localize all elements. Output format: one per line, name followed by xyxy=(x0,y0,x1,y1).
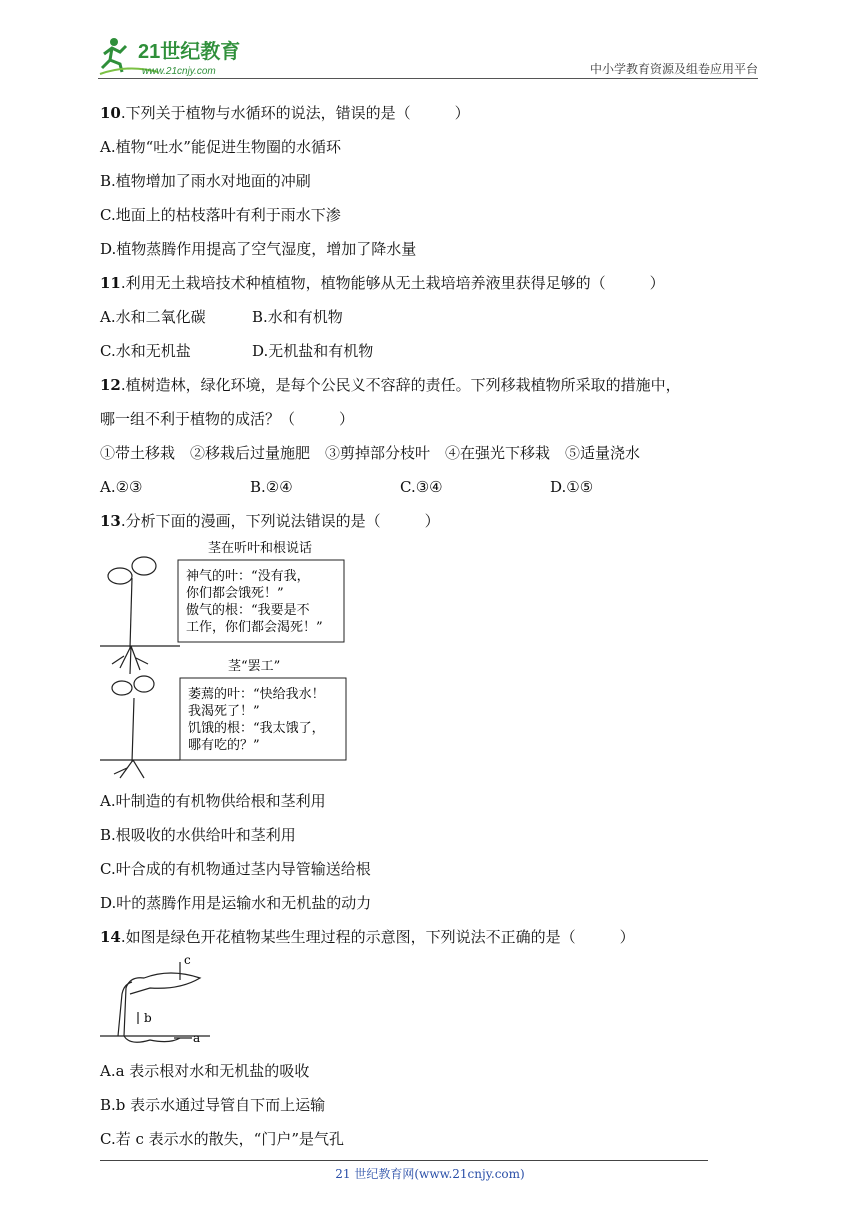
q13-option-c: C.叶合成的有机物通过茎内导管输送给根 xyxy=(100,860,371,878)
q11-option-b: B.水和有机物 xyxy=(252,308,343,326)
cartoon1-caption: 茎在听叶和根说话 xyxy=(208,541,313,556)
q12-option-b: B.②④ xyxy=(250,478,293,496)
q10-option-c: C.地面上的枯枝落叶有利于雨水下渗 xyxy=(100,206,341,224)
q11-options-row2 xyxy=(100,334,760,368)
cartoon1-line-2: 你们都会饿死！” xyxy=(186,586,284,601)
cartoon2-line-2: 我渴死了！” xyxy=(188,704,260,719)
q12-option-c: C.③④ xyxy=(400,478,443,496)
logo-url: www.21cnjy.com xyxy=(142,66,216,77)
plant-drawing-2 xyxy=(100,676,180,778)
label-b: b xyxy=(144,1011,152,1025)
q12-items: ①带土移栽 ②移栽后过量施肥 ③剪掉部分枝叶 ④在强光下移栽 ⑤适量浇水 xyxy=(100,444,641,462)
q13-option-a: A.叶制造的有机物供给根和茎利用 xyxy=(100,792,326,810)
cartoon2-line-1: 萎蔫的叶：“快给我水！ xyxy=(188,687,325,702)
cartoon-figure xyxy=(100,538,360,780)
q12-options xyxy=(100,470,760,504)
plant-diagram xyxy=(100,954,220,1050)
logo xyxy=(98,34,268,78)
q13-option-b: B.根吸收的水供给叶和茎利用 xyxy=(100,826,296,844)
q13-option-d: D.叶的蒸腾作用是运输水和无机盐的动力 xyxy=(100,894,372,912)
q11-option-a: A.水和二氧化碳 xyxy=(100,308,206,326)
cartoon1-line-3: 傲气的根：“我要是不 xyxy=(186,603,310,618)
platform-name: 中小学教育资源及组卷应用平台 xyxy=(589,62,758,76)
q10-option-d: D.植物蒸腾作用提高了空气湿度，增加了降水量 xyxy=(100,240,417,258)
q14-option-c: C.若 c 表示水的散失，“门户”是气孔 xyxy=(100,1130,344,1148)
plant-drawing-1 xyxy=(100,557,180,674)
label-c: c xyxy=(184,954,191,967)
cartoon2-caption: 茎“罢工” xyxy=(228,659,281,674)
q11-option-c: C.水和无机盐 xyxy=(100,342,191,360)
page-header xyxy=(98,28,758,80)
q14-option-a: A.a 表示根对水和无机盐的吸收 xyxy=(100,1062,310,1080)
header-divider xyxy=(98,78,758,79)
cartoon2-line-3: 饥饿的根：“我太饿了， xyxy=(188,721,325,736)
question-12-stem-2: 哪一组不利于植物的成活？（ ） xyxy=(100,410,355,428)
q11-options-row1 xyxy=(100,300,760,334)
question-12-stem: 12.植树造林，绿化环境，是每个公民义不容辞的责任。下列移栽植物所采取的措施中， xyxy=(100,376,681,394)
q12-option-a: A.②③ xyxy=(100,478,143,496)
q11-option-d: D.无机盐和有机物 xyxy=(252,342,374,360)
footer: 21 世纪教育网(www.21cnjy.com) xyxy=(335,1167,525,1181)
questions xyxy=(100,96,760,1156)
cartoon2-line-4: 哪有吃的？” xyxy=(188,738,260,753)
question-13-stem: 13.分析下面的漫画，下列说法错误的是（ ） xyxy=(100,512,440,530)
label-a: a xyxy=(193,1031,201,1045)
logo-text: 21世纪教育 xyxy=(138,41,241,63)
cartoon1-line-4: 工作，你们都会渴死！” xyxy=(186,620,323,635)
question-11-stem: 11.利用无土栽培技术种植植物，植物能够从无土栽培培养液里获得足够的（ ） xyxy=(100,274,665,292)
footer-divider xyxy=(100,1160,708,1161)
q10-option-b: B.植物增加了雨水对地面的冲刷 xyxy=(100,172,311,190)
cartoon1-line-1: 神气的叶：“没有我， xyxy=(186,569,310,584)
q12-option-d: D.①⑤ xyxy=(550,478,594,496)
question-14-stem: 14.如图是绿色开花植物某些生理过程的示意图，下列说法不正确的是（ ） xyxy=(100,928,635,946)
q10-option-a: A.植物“吐水”能促进生物圈的水循环 xyxy=(100,138,341,156)
q14-option-b: B.b 表示水通过导管自下而上运输 xyxy=(100,1096,326,1114)
question-10-stem: 10.下列关于植物与水循环的说法，错误的是（ ） xyxy=(100,104,470,122)
